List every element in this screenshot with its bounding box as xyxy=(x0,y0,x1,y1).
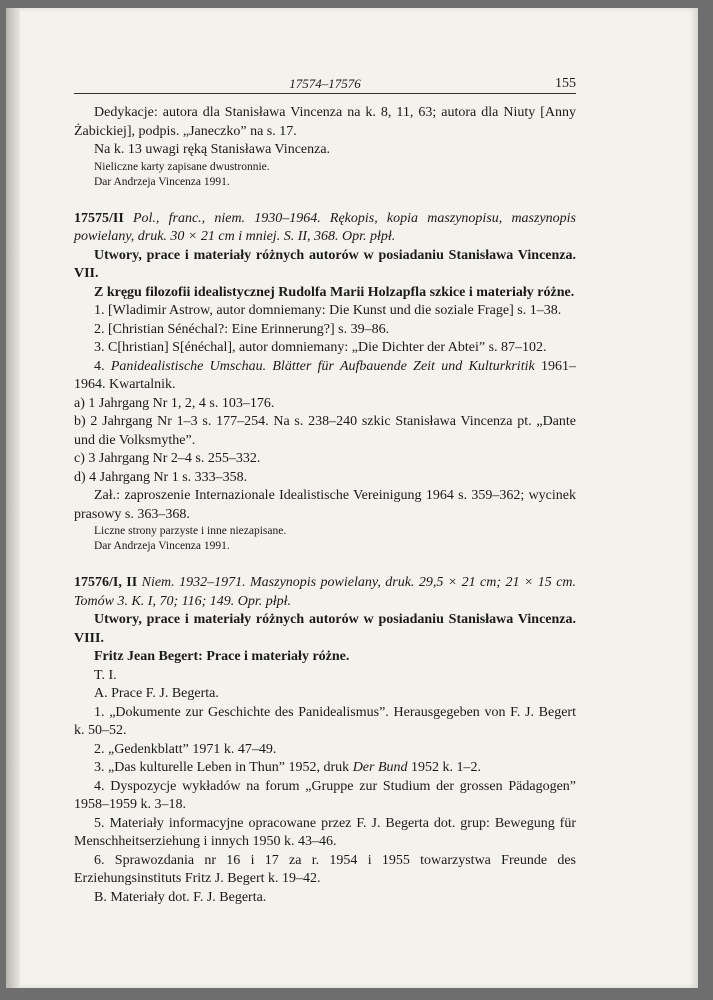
e17575-item-4 xyxy=(74,358,576,395)
e17575-sub-c: c) 3 Jahrgang Nr 2–4 s. 255–332. xyxy=(74,451,261,466)
e17575-number: 17575/II xyxy=(74,210,124,226)
e17575-note-2: Dar Andrzeja Vincenza 1991. xyxy=(94,540,230,552)
e17576-title-1: Utwory, prace i materiały różnych autorów w posiadaniu Stanisława Vincenza. VIII. xyxy=(74,612,576,646)
e17576-title-2: Fritz Jean Begert: Prace i materiały różne. xyxy=(94,649,350,664)
spacer xyxy=(74,554,576,574)
e17576-section-a: A. Prace F. J. Begerta. xyxy=(94,686,219,701)
e17576-item-6: 6. Sprawozdania nr 16 i 17 za r. 1954 i 1955 towarzystwa Freunde des Erziehungsinstituts Fritz J. Begert k. 19–42. xyxy=(74,852,576,886)
e17575-item-4-suffix: 1961–1964. Kwartalnik. xyxy=(74,358,577,392)
e17576-item-3-prefix: 3. „Das kulturelle Leben in Thun” 1952, druk xyxy=(94,760,350,775)
e17575-item-4-title: Panidealistische Umschau. Blätter für Aufbauende Zeit und Kulturkritik xyxy=(110,358,535,374)
e17576-description: Niem. 1932–1971. Maszynopis powielany, druk. 29,5 × 21 cm; 21 × 15 cm. Tomów 3. K. I, 70; 116; 149. Opr. płpł. xyxy=(74,575,577,609)
e17576-item-3 xyxy=(74,759,576,778)
page-binding-shadow xyxy=(6,8,20,988)
e17576-heading xyxy=(74,574,576,611)
document-page xyxy=(6,8,698,988)
e17576-section-b: B. Materiały dot. F. J. Begerta. xyxy=(94,889,267,905)
e17574-remark: Na k. 13 uwagi ręką Stanisława Vincenza. xyxy=(94,142,331,157)
e17574-note-2: Dar Andrzeja Vincenza 1991. xyxy=(94,175,230,188)
e17575-title-1: Utwory, prace i materiały różnych autorów w posiadaniu Stanisława Vincenza. VII. xyxy=(74,247,576,281)
header-title: 17574–17576 xyxy=(289,76,361,91)
catalog-body xyxy=(74,104,576,907)
e17576-item-1: 1. „Dokumente zur Geschichte des Panidealismus”. Herausgegeben von F. J. Begert k. 50–52. xyxy=(74,704,576,738)
e17575-item-2: 2. [Christian Sénéchal?: Eine Erinnerung?] s. 39–86. xyxy=(94,321,390,337)
e17575-note-1: Liczne strony parzyste i inne niezapisane. xyxy=(94,525,287,537)
e17575-item-3: 3. C[hristian] S[énéchal], autor domniemany: „Die Dichter der Abtei” s. 87–102. xyxy=(94,340,547,355)
e17574-dedication: Dedykacje: autora dla Stanisława Vincenza na k. 8, 11, 63; autora dla Niuty [Anny Żabickiej], podpis. „Janeczko” na s. 17. xyxy=(74,105,576,139)
e17575-item-1: 1. [Wladimir Astrow, autor domniemany: Die Kunst und die soziale Frage] s. 1–38. xyxy=(94,303,562,318)
e17575-description: Pol., franc., niem. 1930–1964. Rękopis, kopia maszynopisu, maszynopis powielany, druk. 30 × 21 cm i mniej. S. II, 368. Opr. płpł. xyxy=(74,210,577,244)
e17576-item-4: 4. Dyspozycje wykładów na forum „Gruppe zur Studium der grossen Pädagogen” 1958–1959 k. 3–18. xyxy=(74,778,576,812)
e17575-sub-a: a) 1 Jahrgang Nr 1, 2, 4 s. 103–176. xyxy=(74,395,275,411)
e17576-tome: T. I. xyxy=(94,667,117,683)
e17574-note-1: Nieliczne karty zapisane dwustronnie. xyxy=(94,160,270,173)
running-header xyxy=(74,75,576,94)
e17576-item-3-italic: Der Bund xyxy=(352,760,408,775)
e17575-sub-d: d) 4 Jahrgang Nr 1 s. 333–358. xyxy=(74,469,248,485)
spacer xyxy=(74,190,576,210)
e17576-item-5: 5. Materiały informacyjne opracowane przez F. J. Begerta dot. grup: Bewegung für Menschheitserziehung i innych 1950 k. 43–46. xyxy=(74,815,576,849)
e17575-item-4-prefix: 4. xyxy=(94,358,105,374)
e17575-heading xyxy=(74,210,576,247)
e17575-attachment: Zał.: zaproszenie Internazionale Idealistische Vereinigung 1964 s. 359–362; wycinek prasowy s. 363–368. xyxy=(74,488,576,522)
page-number: 155 xyxy=(555,76,576,91)
e17575-title-2: Z kręgu filozofii idealistycznej Rudolfa Marii Holzapfla szkice i materiały różne. xyxy=(94,284,575,300)
e17576-item-3-suffix: 1952 k. 1–2. xyxy=(411,760,482,775)
e17575-sub-b: b) 2 Jahrgang Nr 1–3 s. 177–254. Na s. 238–240 szkic Stanisława Vincenza pt. „Dante und die Volksmythe”. xyxy=(74,414,576,448)
e17576-item-2: 2. „Gedenkblatt” 1971 k. 47–49. xyxy=(94,741,277,757)
e17576-number: 17576/I, II xyxy=(74,575,138,590)
